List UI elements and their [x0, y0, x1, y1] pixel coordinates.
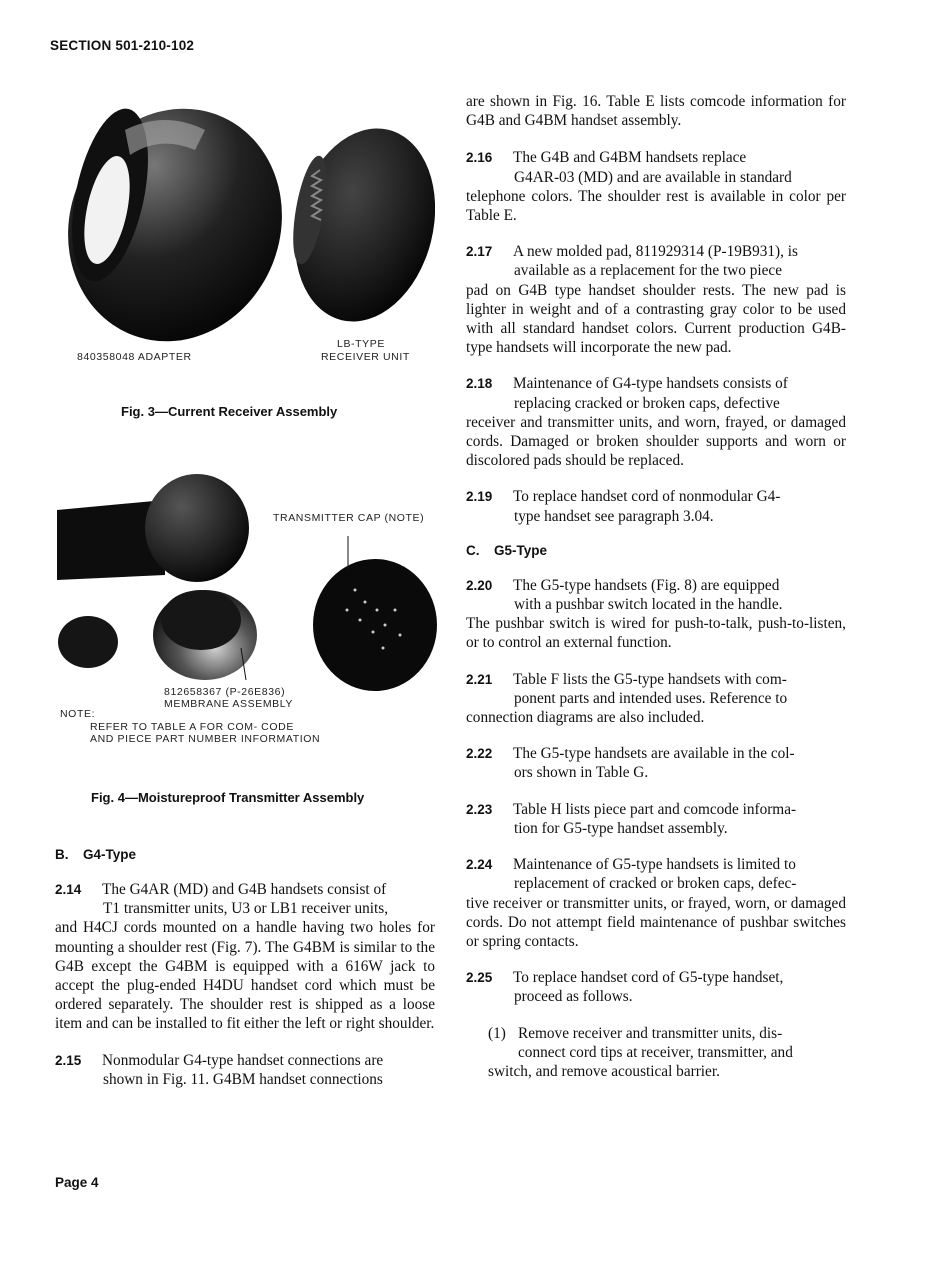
paragraph-number: 2.14: [55, 882, 82, 897]
paragraph-number: 2.18: [466, 376, 493, 392]
fig3-caption: Fig. 3—Current Receiver Assembly: [121, 404, 338, 419]
paragraph-text: To replace handset cord of nonmodular G4-: [513, 488, 781, 506]
paragraph-2-14: [55, 880, 435, 1034]
paragraph-text: The G5-type handsets (Fig. 8) are equipped: [513, 576, 780, 594]
note-line1: REFER TO TABLE A FOR COM- CODE: [90, 721, 294, 733]
paragraph-text: Nonmodular G4-type handset connections are: [102, 1051, 384, 1069]
paragraph-number: 2.19: [466, 489, 493, 505]
fig4-illustration: [55, 470, 445, 695]
page-number: Page 4: [55, 1175, 99, 1190]
step-1: [488, 1024, 846, 1082]
paragraph-text: Table F lists the G5-type handsets with com-: [513, 670, 787, 688]
paragraph-text: tion for G5-type handset assembly.: [514, 819, 728, 837]
paragraph-number: 2.17: [466, 244, 493, 260]
paragraph-text: Remove receiver and transmitter units, dis-: [518, 1024, 783, 1042]
paragraph-text: replacement of cracked or broken caps, defec-: [514, 875, 797, 893]
heading-letter: C.: [466, 542, 480, 558]
paragraph-text: connection diagrams are also included.: [466, 709, 705, 727]
paragraph-text: G4AR-03 (MD) and are available in standard: [514, 168, 792, 186]
paragraph-text: The G5-type handsets are available in the col-: [513, 745, 795, 763]
step-label: (1): [488, 1024, 506, 1042]
transmitter-cap-label: TRANSMITTER CAP (NOTE): [273, 512, 425, 524]
paragraph-text: A new molded pad, 811929314 (P-19B931), is: [513, 243, 798, 261]
note-line2: AND PIECE PART NUMBER INFORMATION: [90, 733, 321, 745]
paragraph-text: T1 transmitter units, U3 or LB1 receiver units,: [103, 900, 389, 918]
paragraph-text: Maintenance of G4-type handsets consists of: [513, 375, 788, 393]
membrane-assembly-image: [58, 590, 257, 680]
right-column: [466, 92, 846, 1098]
paragraph-number: 2.22: [466, 746, 493, 762]
heading-text: G4-Type: [83, 847, 137, 862]
membrane-label-line1: 812658367 (P-26E836): [164, 686, 286, 698]
paragraph-text: connect cord tips at receiver, transmitter, and: [518, 1043, 793, 1061]
fig3-illustration: [55, 100, 435, 355]
paragraph-text: To replace handset cord of G5-type handset,: [513, 969, 784, 987]
paragraph-2-21: [466, 670, 846, 728]
left-column: [55, 847, 435, 1106]
membrane-label-line2: MEMBRANE ASSEMBLY: [164, 698, 294, 710]
paragraph-2-25: [466, 968, 846, 1006]
adapter-image: [55, 100, 317, 355]
paragraph-text: with a pushbar switch located in the handle.: [514, 596, 783, 614]
paragraph-text: The pushbar switch is wired for push-to-talk, push-to-listen, or to control an external function.: [466, 615, 846, 652]
paragraph-2-23: [466, 800, 846, 838]
note-title: NOTE:: [60, 708, 96, 720]
paragraph-number: 2.21: [466, 671, 493, 687]
heading-letter: B.: [55, 847, 69, 862]
paragraph-text: telephone colors. The shoulder rest is available in color per Table E.: [466, 187, 846, 225]
paragraph-2-24: [466, 855, 846, 951]
section-header: SECTION 501-210-102: [50, 38, 195, 53]
paragraph-number: 2.16: [466, 150, 493, 166]
paragraph-text: proceed as follows.: [514, 988, 633, 1006]
paragraph-2-16: [466, 148, 846, 225]
paragraph-text: type handset see paragraph 3.04.: [514, 507, 714, 525]
paragraph-2-19: [466, 487, 846, 525]
paragraph-2-22: [466, 744, 846, 782]
paragraph-text: pad on G4B type handset shoulder rests. The new pad is lighter in weight and of a contrasting gray color to be used with all standard handset colors. Current production G4B-type handsets will incorporate the new pad.: [466, 281, 846, 357]
paragraph-text: switch, and remove acoustical barrier.: [488, 1062, 720, 1080]
receiver-unit-image: [275, 113, 435, 336]
paragraph-continuation: are shown in Fig. 16. Table E lists comcode information for G4B and G4BM handset assembly.: [466, 93, 846, 130]
paragraph-number: 2.20: [466, 577, 493, 593]
paragraph-2-20: [466, 576, 846, 653]
paragraph-number: 2.24: [466, 857, 493, 873]
paragraph-text: available as a replacement for the two piece: [514, 262, 782, 280]
paragraph-text: tive receiver or transmitter units, or frayed, worn, or damaged cords. Do not attempt field maintenance of pushbar switches or spring contacts.: [466, 894, 846, 950]
paragraph-text: ors shown in Table G.: [514, 764, 649, 782]
paragraph-text: shown in Fig. 11. G4BM handset connections: [103, 1070, 383, 1088]
paragraph-text: receiver and transmitter units, and worn, frayed, or damaged cords. Damaged or broken shoulder supports and worn or discolored pads should be replaced.: [466, 413, 846, 470]
paragraph-2-18: [466, 374, 846, 470]
handset-image: [57, 474, 249, 582]
receiver-label-line1: LB-TYPE: [337, 338, 385, 350]
fig4-caption: Fig. 4—Moistureproof Transmitter Assembly: [91, 790, 365, 805]
paragraph-text: The G4B and G4BM handsets replace: [513, 149, 747, 167]
receiver-label-line2: RECEIVER UNIT: [321, 351, 410, 363]
paragraph-text: Maintenance of G5-type handsets is limited to: [513, 856, 796, 874]
paragraph-2-17: [466, 242, 846, 357]
paragraph-text: and H4CJ cords mounted on a handle having two holes for mounting a shoulder rest (Fig. 7). The G4BM is similar to the G4B except the G4BM is equipped with a 616W jack to accept the plug-ended H4DU handset cord which must be ordered separately. The shoulder rest is shipped as a loose item and can be installed to fit either the left or right shoulder.: [55, 919, 435, 1033]
transmitter-cap-image: [313, 559, 437, 691]
heading-g4-type: [55, 847, 435, 862]
paragraph-text: ponent parts and intended uses. Reference to: [514, 689, 788, 707]
paragraph-text: Table H lists piece part and comcode informa-: [513, 800, 797, 818]
paragraph-2-15: [55, 1051, 435, 1089]
paragraph-text: The G4AR (MD) and G4B handsets consist of: [102, 881, 387, 898]
paragraph-number: 2.23: [466, 801, 493, 817]
paragraph-text: replacing cracked or broken caps, defective: [514, 394, 780, 412]
adapter-label: 840358048 ADAPTER: [77, 351, 192, 363]
heading-text: G5-Type: [494, 542, 548, 558]
paragraph-number: 2.15: [55, 1052, 82, 1068]
heading-g5-type: [466, 543, 846, 558]
paragraph-number: 2.25: [466, 970, 493, 986]
